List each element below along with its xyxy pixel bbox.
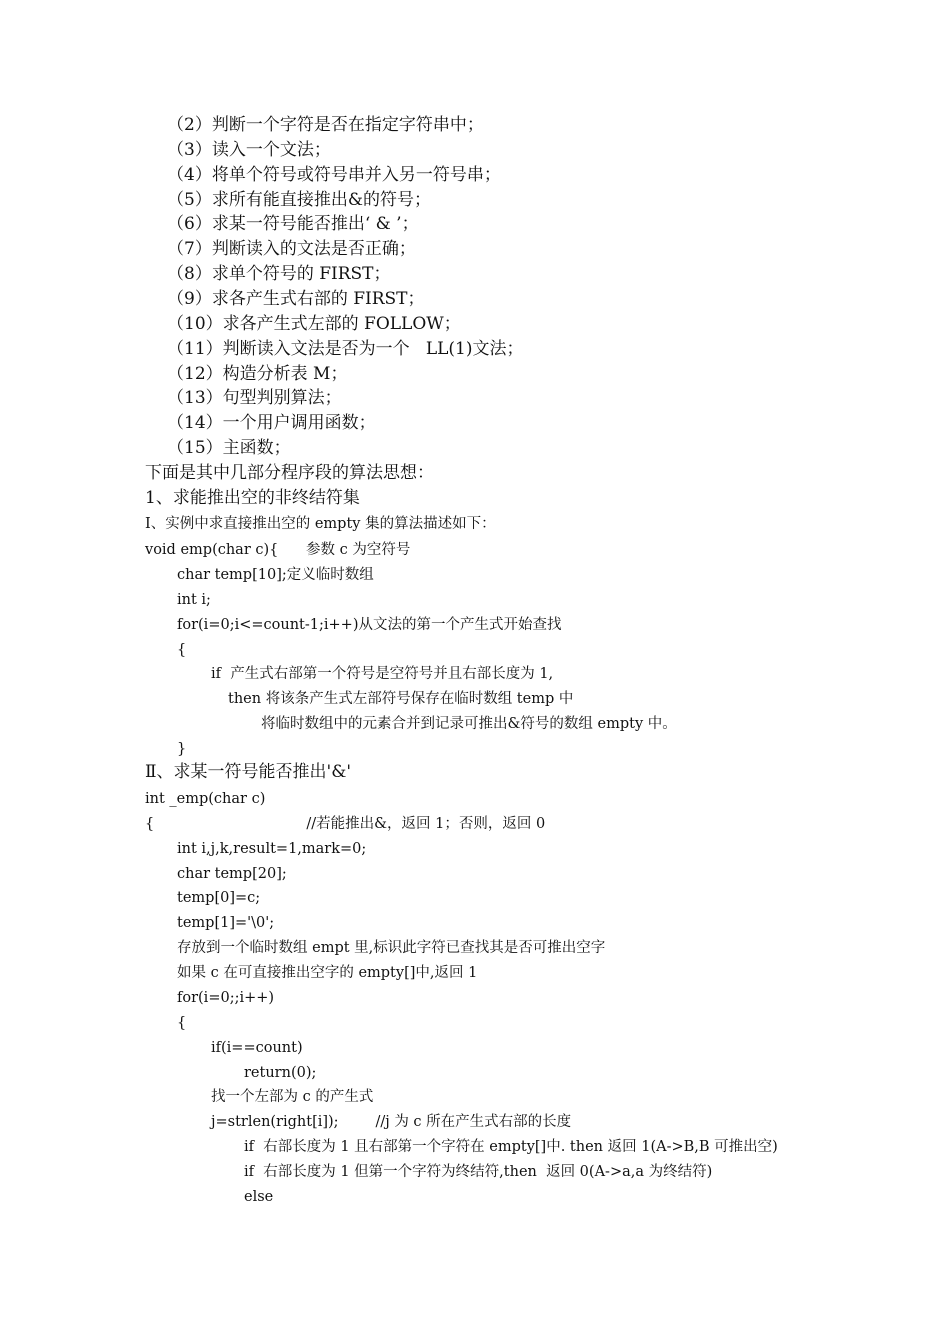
intro-text: 下面是其中几部分程序段的算法思想：: [145, 463, 434, 483]
list-item: （11）判断读入文法是否为一个 LL(1)文法；: [167, 339, 524, 359]
part1-heading: Ⅰ、实例中求直接推出空的 empty 集的算法描述如下：: [145, 516, 496, 532]
list-item: （6）求某一符号能否推出‘ & ’；: [167, 214, 419, 234]
code-line: else: [244, 1189, 274, 1205]
list-item: （3）读入一个文法；: [167, 140, 331, 160]
code-line: if 右部长度为 1 且右部第一个字符在 empty[]中. then 返回 1(A->B,B 可推出空): [244, 1139, 778, 1155]
code-line: j=strlen(right[i]); //j 为 c 所在产生式右部的长度: [211, 1114, 572, 1130]
code-line: char temp[20];: [177, 866, 287, 882]
section-title: 1、求能推出空的非终结符集: [145, 488, 360, 508]
part2-heading: Ⅱ、求某一符号能否推出'&': [145, 762, 352, 782]
code-line: void emp(char c){ 参数 c 为空符号: [145, 542, 411, 558]
code-line: return(0);: [244, 1065, 317, 1081]
code-line: {: [177, 1015, 187, 1031]
list-item: （2）判断一个字符是否在指定字符串中；: [167, 115, 484, 135]
code-line: then 将该条产生式左部符号保存在临时数组 temp 中: [228, 691, 574, 707]
list-item: （4）将单个符号或符号串并入另一符号串；: [167, 165, 501, 185]
code-line: int i,j,k,result=1,mark=0;: [177, 841, 367, 857]
list-item: （15）主函数；: [167, 438, 291, 458]
list-item: （14）一个用户调用函数；: [167, 413, 376, 433]
code-line: int i;: [177, 592, 211, 608]
list-item: （5）求所有能直接推出&的符号；: [167, 190, 431, 210]
code-line: if 产生式右部第一个符号是空符号并且右部长度为 1,: [211, 666, 554, 682]
code-line: { //若能推出&，返回 1；否则，返回 0: [145, 816, 546, 832]
code-line: temp[0]=c;: [177, 890, 261, 906]
list-item: （8）求单个符号的 FIRST；: [167, 264, 391, 284]
code-line: 将临时数组中的元素合并到记录可推出&符号的数组 empty 中。: [261, 716, 677, 732]
code-line: 如果 c 在可直接推出空字的 empty[]中,返回 1: [177, 965, 478, 981]
list-item: （12）构造分析表 M；: [167, 364, 348, 384]
code-line: for(i=0;;i++): [177, 990, 275, 1006]
code-line: for(i=0;i<=count-1;i++)从文法的第一个产生式开始查找: [177, 617, 562, 633]
list-item: （7）判断读入的文法是否正确；: [167, 239, 416, 259]
code-line: }: [177, 741, 187, 757]
code-line: 找一个左部为 c 的产生式: [211, 1089, 374, 1105]
code-line: if 右部长度为 1 但第一个字符为终结符,then 返回 0(A->a,a 为终结符): [244, 1164, 713, 1180]
code-line: 存放到一个临时数组 empt 里,标识此字符已查找其是否可推出空字: [177, 940, 606, 956]
code-line: {: [177, 642, 187, 658]
code-line: if(i==count): [211, 1040, 303, 1056]
list-item: （9）求各产生式右部的 FIRST；: [167, 289, 425, 309]
list-item: （13）句型判别算法；: [167, 388, 342, 408]
code-line: char temp[10];定义临时数组: [177, 567, 374, 583]
code-line: int _emp(char c): [145, 791, 266, 807]
list-item: （10）求各产生式左部的 FOLLOW；: [167, 314, 461, 334]
code-line: temp[1]='\0';: [177, 915, 275, 931]
